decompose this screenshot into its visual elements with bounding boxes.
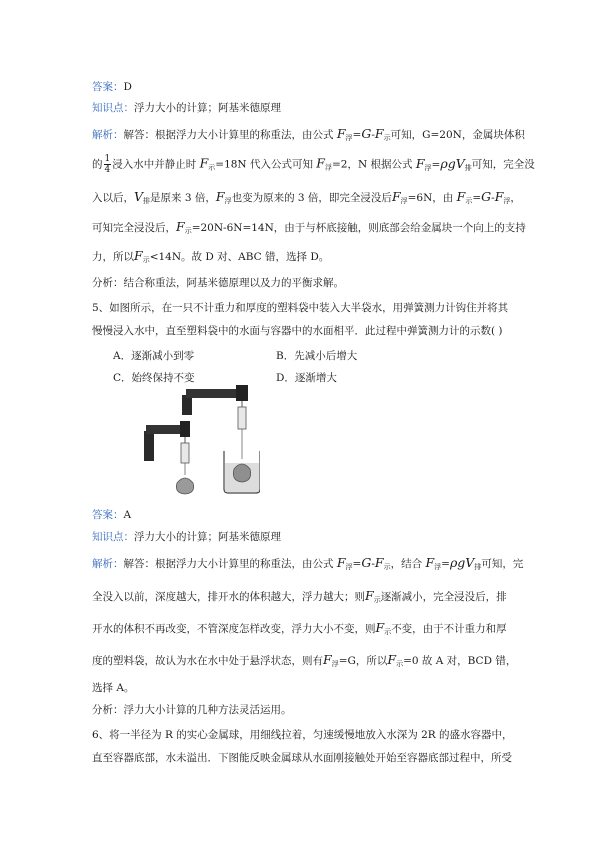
answer-label: 答案：	[92, 81, 124, 93]
q4-analysis-line-5: 力，所以$F_示<14N$。故 D 对、ABC 错，选择 D。	[92, 248, 330, 264]
right-clamp	[236, 385, 248, 401]
analysis-label: 解析：	[92, 129, 124, 141]
water-bag-in-air	[176, 478, 193, 494]
formula-weighing: $F_浮=G-F_示$	[336, 126, 391, 142]
q5-stem-line-1: 5、如图所示，在一只不计重力和厚度的塑料袋中装入大半袋水，用弹簧测力计钩住并将其	[92, 302, 509, 314]
q4-analysis-line-2: 的 $\frac{1}{4}$ 浸入水中并静止时 $F_示=18N$ 代入公式可知 $F_浮=2$，N 根据公式 $F_浮=\rho gV_排$可知，完全没	[92, 154, 535, 175]
q4-analysis-line-3: 入以后，$V_排$是原来 3 倍，$F_浮$也变为原来的 3 倍，即完全浸没后$F_浮=6N$，由 $F_示=G-F_浮$，	[92, 189, 521, 205]
q6-stem-line-2: 直至容器底部，水未溢出．下图能反映金属球从水面刚接触处开始至容器底部过程中，所受	[92, 752, 512, 764]
right-stand-arm	[186, 389, 244, 398]
text-de: 的	[92, 158, 103, 171]
answer-value: D	[123, 81, 132, 93]
formula-archimedes: $F_浮=\rho gV_排$	[415, 155, 472, 172]
q5-option-b: B．先减小后增大	[276, 350, 358, 362]
q4-answer-line	[92, 80, 132, 94]
analysis-text: =2，N 根据公式	[331, 158, 413, 171]
answer-label: 答案：	[92, 509, 124, 521]
q5-analysis-line-3: 开水的体积不再改变，不管深度怎样改变，浮力大小不变，则$F_示$不变，由于不计重力和厚	[92, 620, 507, 636]
analysis-text: 可知，G=20N，金属块体积	[390, 129, 525, 141]
answer-value: A	[123, 509, 132, 521]
q5-option-d: D．逐渐增大	[276, 372, 337, 384]
left-stand-post	[144, 431, 154, 461]
fraction-one-quarter: $\frac{1}{4}$	[104, 154, 111, 175]
q5-answer-line	[92, 508, 131, 522]
analysis-text: =18N 代入公式可知	[215, 158, 313, 171]
q5-summary: 分析：浮力大小计算的几种方法灵活运用。	[92, 704, 292, 716]
analysis-text: 解答：根据浮力大小计算里的称重法，由公式	[123, 129, 334, 141]
left-spring-scale	[181, 443, 189, 463]
q4-knowledge-point-line	[92, 101, 281, 115]
knowledge-point-value: 浮力大小的计算；阿基米德原理	[134, 531, 281, 543]
q5-figure-spring-scale-apparatus	[140, 373, 260, 498]
analysis-text: 浸入水中并静止时	[112, 158, 197, 171]
knowledge-point-value: 浮力大小的计算；阿基米德原理	[134, 102, 281, 114]
analysis-text: 可知，完全没	[471, 158, 535, 171]
q5-option-a: A．逐渐减小到零	[113, 350, 195, 362]
q5-analysis-line-2: 全没入以前，深度越大，排开水的体积越大，浮力越大；则$F_示$逐渐减小，完全浸没后，排	[92, 588, 507, 604]
knowledge-point-label: 知识点：	[92, 102, 134, 114]
q4-summary: 分析：结合称重法，阿基米德原理以及力的平衡求解。	[92, 277, 344, 289]
q5-option-c: C．始终保持不变	[113, 372, 195, 384]
q5-knowledge-point-line	[92, 530, 281, 544]
q5-stem-line-2: 慢慢浸入水中，直至塑料袋中的水面与容器中的水面相平．此过程中弹簧测力计的示数( )	[92, 325, 503, 337]
q6-stem-line-1: 6、将一半径为 R 的实心金属球，用细线拉着，匀速缓慢地放入水深为 2R 的盛水容器中，	[92, 729, 513, 741]
water-bag-submerged	[233, 464, 250, 482]
right-spring-scale	[238, 407, 246, 429]
left-clamp	[180, 421, 190, 437]
q5-analysis-line-5: 选择 A。	[92, 682, 135, 694]
analysis-label: 解析：	[92, 558, 124, 570]
q4-analysis-line-1	[92, 127, 525, 145]
q5-analysis-line-1: 解析：解答：根据浮力大小计算里的称重法，由公式 $F_浮=G-F_示$，结合 $F_浮=\rho gV_排$可知，完	[92, 555, 524, 571]
knowledge-point-label: 知识点：	[92, 531, 134, 543]
q4-analysis-line-4: 可知完全浸没后，$F_示=20N-6N=14N$，由于与杯底接触，则底部会给金属块一个向上的支持	[92, 219, 526, 235]
q5-analysis-line-4: 度的塑料袋，故认为水在水中处于悬浮状态，则有$F_浮=G$，所以$F_示=0$ 故 A 对，BCD 错，	[92, 652, 517, 668]
